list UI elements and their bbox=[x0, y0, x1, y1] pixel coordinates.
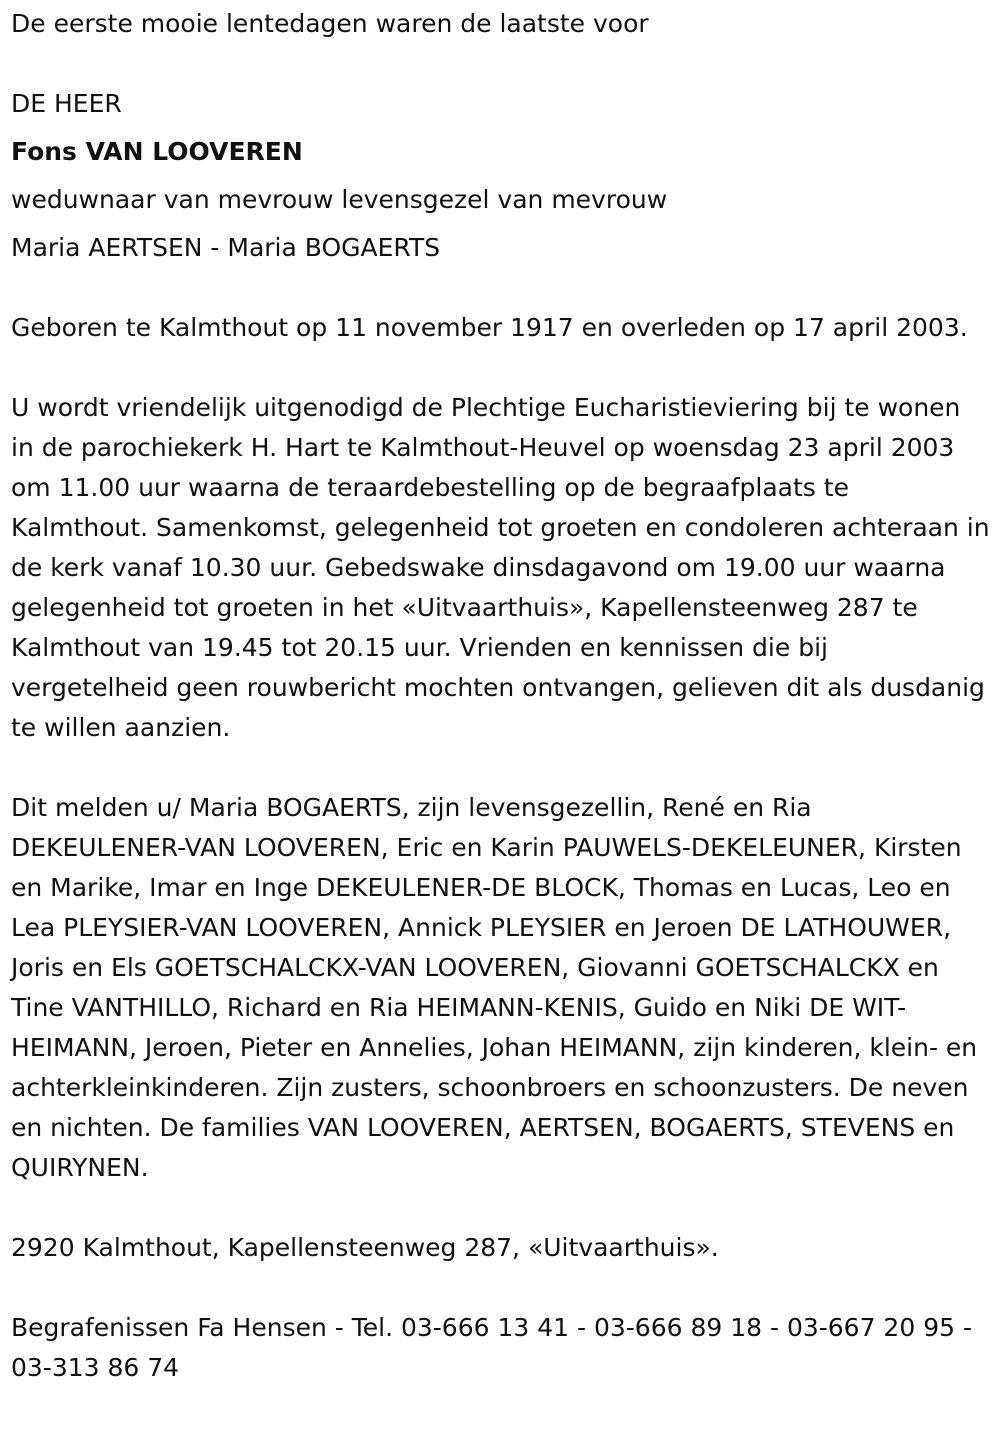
partners-line: Maria AERTSEN - Maria BOGAERTS bbox=[11, 233, 441, 262]
spacer bbox=[11, 748, 991, 788]
honorific-title: DE HEER bbox=[11, 89, 122, 118]
undertaker-line: Begrafenissen Fa Hensen - Tel. 03-666 13 41 - 03-666 89 18 - 03-667 20 95 - 03-313 86 74 bbox=[11, 1313, 972, 1382]
birth-death-paragraph: Geboren te Kalmthout op 11 november 1917 en overleden op 17 april 2003. bbox=[11, 313, 968, 342]
spacer bbox=[11, 1188, 991, 1228]
relation-line: weduwnaar van mevrouw levensgezel van mevrouw bbox=[11, 185, 668, 214]
address-line: 2920 Kalmthout, Kapellensteenweg 287, «Uitvaarthuis». bbox=[11, 1233, 719, 1262]
spacer bbox=[11, 268, 991, 308]
intro-line: De eerste mooie lentedagen waren de laatste voor bbox=[11, 9, 649, 38]
announcers-paragraph: Dit melden u/ Maria BOGAERTS, zijn levensgezellin, René en Ria DEKEULENER-VAN LOOVEREN, Eric en Karin PAUWELS-DEKELEUNER, Kirsten en Marike, Imar en Inge DEKEULENER-DE BLOCK, Thomas en Lucas, Leo en Lea PLEYSIER-VAN LOOVEREN, Annick PLEYSIER en Jeroen DE LATHOUWER, Joris en Els GOETSCHALCKX-VAN LOOVEREN, Giovanni GOETSCHALCKX en Tine VANTHILLO, Richard en Ria HEIMANN-KENIS, Guido en Niki DE WIT-HEIMANN, Jeroen, Pieter en Annelies, Johan HEIMANN, zijn kinderen, klein- en achterkleinkinderen. Zijn zusters, schoonbroers en schoonzusters. De neven en nichten. De families VAN LOOVEREN, AERTSEN, BOGAERTS, STEVENS en QUIRYNEN. bbox=[11, 793, 978, 1182]
death-notice bbox=[11, 4, 991, 1388]
spacer bbox=[11, 1268, 991, 1308]
spacer bbox=[11, 44, 991, 84]
spacer bbox=[11, 348, 991, 388]
deceased-name: Fons VAN LOOVEREN bbox=[11, 137, 303, 166]
ceremony-paragraph: U wordt vriendelijk uitgenodigd de Plechtige Eucharistieviering bij te wonen in de parochiekerk H. Hart te Kalmthout-Heuvel op woensdag 23 april 2003 om 11.00 uur waarna de teraardebestelling op de begraafplaats te Kalmthout. Samenkomst, gelegenheid tot groeten en condoleren achteraan in de kerk vanaf 10.30 uur. Gebedswake dinsdagavond om 19.00 uur waarna gelegenheid tot groeten in het «Uitvaarthuis», Kapellensteenweg 287 te Kalmthout van 19.45 tot 20.15 uur. Vrienden en kennissen die bij vergetelheid geen rouwbericht mochten ontvangen, gelieven dit als dusdanig te willen aanzien. bbox=[11, 393, 990, 742]
